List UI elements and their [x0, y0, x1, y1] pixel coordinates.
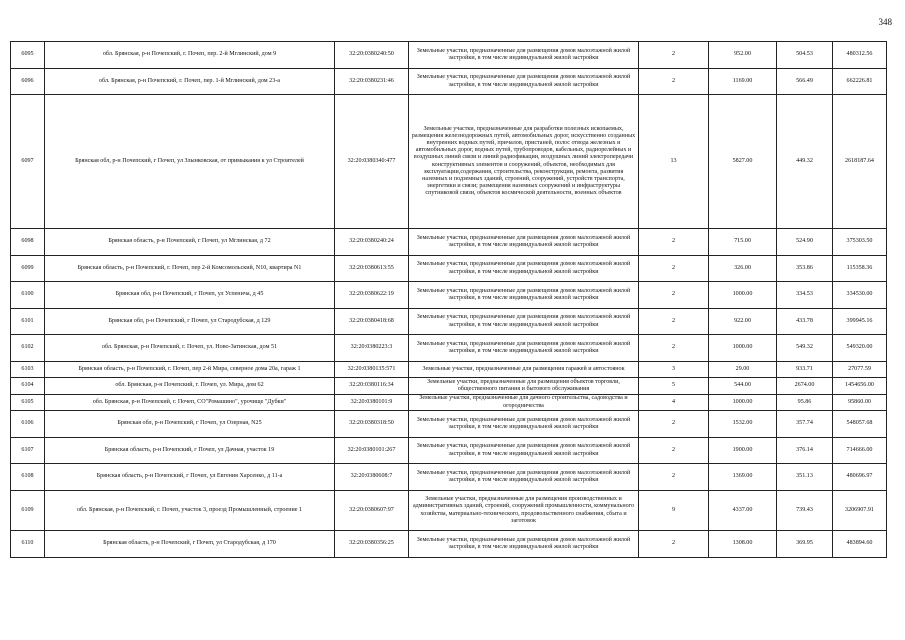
cadastral-number-cell: 32:20:0380418:68: [335, 309, 409, 335]
table-row: [11, 464, 887, 491]
cadastral-number-cell: 32:20:0380340:477: [335, 95, 409, 229]
area-cell: 1369.00: [709, 464, 777, 491]
registry-body: [11, 42, 887, 558]
cadastral-number-cell: 32:20:0380240:24: [335, 229, 409, 256]
cadastral-value-cell: 3206907.91: [833, 491, 887, 531]
row-number-cell: 6104: [11, 378, 45, 395]
cadastral-value-cell: 95860.00: [833, 395, 887, 411]
zone-group-cell: 2: [639, 69, 709, 95]
zone-group-cell: 2: [639, 42, 709, 69]
zone-group-cell: 2: [639, 531, 709, 558]
row-number-cell: 6108: [11, 464, 45, 491]
row-number-cell: 6110: [11, 531, 45, 558]
address-cell: обл. Брянская, р-н Почепский, г. Почеп, СО"Ромашино", урочище "Дубки": [45, 395, 335, 411]
permitted-use-cell: Земельные участки, предназначенные для размещения домов малоэтажной жилой застройки, в том числе индивидуальной жилой застройки: [409, 411, 639, 438]
row-number-cell: 6106: [11, 411, 45, 438]
address-cell: Брянская область, р-н Почепский, г. Почеп, пер 2-й Мира, северное дома 20а, гараж 1: [45, 362, 335, 378]
table-row: [11, 362, 887, 378]
table-row: [11, 531, 887, 558]
area-cell: 1900.00: [709, 438, 777, 464]
cadastral-number-cell: 32:20:0380116:34: [335, 378, 409, 395]
area-cell: 952.00: [709, 42, 777, 69]
area-cell: 1169.00: [709, 69, 777, 95]
row-number-cell: 6098: [11, 229, 45, 256]
cadastral-value-cell: 549320.00: [833, 335, 887, 362]
row-number-cell: 6097: [11, 95, 45, 229]
address-cell: Брянская область, р-н Почепский, г Почеп, ул Евгения Харсенко, д 11-а: [45, 464, 335, 491]
cadastral-number-cell: 32:20:0380101:9: [335, 395, 409, 411]
cadastral-number-cell: 32:20:0380135:571: [335, 362, 409, 378]
cadastral-number-cell: 32:20:0380223:3: [335, 335, 409, 362]
cadastral-value-cell: 483894.60: [833, 531, 887, 558]
land-registry-table: [10, 41, 887, 558]
zone-group-cell: 2: [639, 464, 709, 491]
table-row: [11, 95, 887, 229]
specific-value-cell: 353.86: [777, 256, 833, 282]
address-cell: обл. Брянская, р-н Почепский, г. Почеп, ул. Ново-Затинская, дом 51: [45, 335, 335, 362]
specific-value-cell: 376.14: [777, 438, 833, 464]
area-cell: 29.00: [709, 362, 777, 378]
specific-value-cell: 351.13: [777, 464, 833, 491]
cadastral-value-cell: 27077.59: [833, 362, 887, 378]
zone-group-cell: 2: [639, 309, 709, 335]
permitted-use-cell: Земельные участки, предназначенные для размещения домов малоэтажной жилой застройки, в том числе индивидуальной жилой застройки: [409, 531, 639, 558]
cadastral-value-cell: 2618187.64: [833, 95, 887, 229]
table-row: [11, 411, 887, 438]
table-row: [11, 42, 887, 69]
specific-value-cell: 369.95: [777, 531, 833, 558]
zone-group-cell: 9: [639, 491, 709, 531]
cadastral-number-cell: 32:20:0380101:267: [335, 438, 409, 464]
permitted-use-cell: Земельные участки, предназначенные для размещения домов малоэтажной жилой застройки, в том числе индивидуальной жилой застройки: [409, 438, 639, 464]
permitted-use-cell: Земельные участки, предназначенные для разработки полезных ископаемых, размещения железнодорожных путей, автомобильных дорог, искусственно созданных внутренних водных путей, причалов, пристаней, полос отвода железных и автомобильных дорог, водных путей, трубопроводов, кабельных, радиорелейных и воздушных линий связи и линий радиофикации, воздушных линий электропередачи конструктивных элементов и сооружений, объектов, необходимых для эксплуатации,содержания, строительства, реконструкции, ремонта, развития наземных и подземных зданий, строений, сооружений, устройств транспорта, энергетики и связи; размещения наземных сооружений и инфраструктуры спутниковой связи, объектов космической деятельности, военных объектов: [409, 95, 639, 229]
specific-value-cell: 739.43: [777, 491, 833, 531]
row-number-cell: 6099: [11, 256, 45, 282]
specific-value-cell: 95.86: [777, 395, 833, 411]
cadastral-value-cell: 334530.00: [833, 282, 887, 309]
zone-group-cell: 3: [639, 362, 709, 378]
permitted-use-cell: Земельные участки, предназначенные для размещения домов малоэтажной жилой застройки, в том числе индивидуальной жилой застройки: [409, 309, 639, 335]
specific-value-cell: 2674.00: [777, 378, 833, 395]
row-number-cell: 6109: [11, 491, 45, 531]
permitted-use-cell: Земельные участки, предназначенные для размещения гаражей и автостоянок: [409, 362, 639, 378]
specific-value-cell: 549.32: [777, 335, 833, 362]
table-row: [11, 335, 887, 362]
area-cell: 715.00: [709, 229, 777, 256]
row-number-cell: 6100: [11, 282, 45, 309]
table-row: [11, 256, 887, 282]
area-cell: 326.00: [709, 256, 777, 282]
cadastral-number-cell: 32:20:0380240:50: [335, 42, 409, 69]
address-cell: обл. Брянская, р-н Почепский, г. Почеп, пер. 2-й Мглинский, дом 9: [45, 42, 335, 69]
cadastral-value-cell: 548057.68: [833, 411, 887, 438]
specific-value-cell: 433.78: [777, 309, 833, 335]
zone-group-cell: 2: [639, 335, 709, 362]
permitted-use-cell: Земельные участки, предназначенные для размещения домов малоэтажной жилой застройки, в том числе индивидуальной жилой застройки: [409, 42, 639, 69]
cadastral-value-cell: 1454656.00: [833, 378, 887, 395]
specific-value-cell: 524.90: [777, 229, 833, 256]
table-row: [11, 491, 887, 531]
permitted-use-cell: Земельные участки, предназначенные для размещения производственных и административных зданий, строений, сооружений промышленности, коммунального хозяйства, материально-технического, продовольственного снабжения, сбыта и заготовок: [409, 491, 639, 531]
address-cell: Брянская обл, р-н Почепский, г Почеп, ул Стародубская, д 129: [45, 309, 335, 335]
permitted-use-cell: Земельные участки, предназначенные для размещения объектов торговли, общественного питания и бытового обслуживания: [409, 378, 639, 395]
cadastral-value-cell: 480312.56: [833, 42, 887, 69]
area-cell: 1000.00: [709, 335, 777, 362]
area-cell: 1000.00: [709, 282, 777, 309]
permitted-use-cell: Земельные участки, предназначенные для дачного строительства, садоводства и огородничества: [409, 395, 639, 411]
zone-group-cell: 5: [639, 378, 709, 395]
cadastral-number-cell: 32:20:0380318:50: [335, 411, 409, 438]
cadastral-number-cell: 32:20:0380607:97: [335, 491, 409, 531]
zone-group-cell: 2: [639, 438, 709, 464]
specific-value-cell: 566.49: [777, 69, 833, 95]
cadastral-value-cell: 115358.36: [833, 256, 887, 282]
permitted-use-cell: Земельные участки, предназначенные для размещения домов малоэтажной жилой застройки, в том числе индивидуальной жилой застройки: [409, 464, 639, 491]
cadastral-number-cell: 32:20:0380622:19: [335, 282, 409, 309]
address-cell: обл. Брянская, р-н Почепский, г. Почеп, ул. Мира, дом 62: [45, 378, 335, 395]
zone-group-cell: 2: [639, 229, 709, 256]
area-cell: 5827.00: [709, 95, 777, 229]
row-number-cell: 6095: [11, 42, 45, 69]
row-number-cell: 6102: [11, 335, 45, 362]
table-row: [11, 378, 887, 395]
table-row: [11, 69, 887, 95]
cadastral-value-cell: 399945.16: [833, 309, 887, 335]
cadastral-number-cell: 32:20:0380613:55: [335, 256, 409, 282]
cadastral-value-cell: 480696.97: [833, 464, 887, 491]
permitted-use-cell: Земельные участки, предназначенные для размещения домов малоэтажной жилой застройки, в том числе индивидуальной жилой застройки: [409, 229, 639, 256]
permitted-use-cell: Земельные участки, предназначенные для размещения домов малоэтажной жилой застройки, в том числе индивидуальной жилой застройки: [409, 256, 639, 282]
zone-group-cell: 4: [639, 395, 709, 411]
area-cell: 1000.00: [709, 395, 777, 411]
cadastral-number-cell: 32:20:0380356:25: [335, 531, 409, 558]
zone-group-cell: 2: [639, 411, 709, 438]
permitted-use-cell: Земельные участки, предназначенные для размещения домов малоэтажной жилой застройки, в том числе индивидуальной жилой застройки: [409, 69, 639, 95]
row-number-cell: 6105: [11, 395, 45, 411]
area-cell: 544.00: [709, 378, 777, 395]
zone-group-cell: 2: [639, 282, 709, 309]
table-row: [11, 282, 887, 309]
address-cell: обл. Брянская, р-н Почепский, г. Почеп, пер. 1-й Мглинский, дом 23-а: [45, 69, 335, 95]
specific-value-cell: 334.53: [777, 282, 833, 309]
zone-group-cell: 13: [639, 95, 709, 229]
row-number-cell: 6107: [11, 438, 45, 464]
area-cell: 922.00: [709, 309, 777, 335]
address-cell: Брянская область, р-н Почепский, г Почеп, ул Мглинская, д 72: [45, 229, 335, 256]
cadastral-value-cell: 662226.81: [833, 69, 887, 95]
row-number-cell: 6096: [11, 69, 45, 95]
address-cell: Брянская область, р-н Почепский, г Почеп, ул Дачная, участок 19: [45, 438, 335, 464]
address-cell: Брянская область, р-н Почепский, г. Почеп, пер 2-й Комсомольский, N10, квартира N1: [45, 256, 335, 282]
row-number-cell: 6103: [11, 362, 45, 378]
specific-value-cell: 449.32: [777, 95, 833, 229]
zone-group-cell: 2: [639, 256, 709, 282]
permitted-use-cell: Земельные участки, предназначенные для размещения домов малоэтажной жилой застройки, в том числе индивидуальной жилой застройки: [409, 335, 639, 362]
table-row: [11, 395, 887, 411]
address-cell: Брянская область, р-н Почепский, г Почеп, ул Стародубская, д 170: [45, 531, 335, 558]
cadastral-value-cell: 714666.00: [833, 438, 887, 464]
cadastral-number-cell: 32:20:0380608:7: [335, 464, 409, 491]
area-cell: 1308.00: [709, 531, 777, 558]
table-row: [11, 229, 887, 256]
permitted-use-cell: Земельные участки, предназначенные для размещения домов малоэтажной жилой застройки, в том числе индивидуальной жилой застройки: [409, 282, 639, 309]
address-cell: Брянская обл, р-н Почепский, г Почеп, ул Озерная, N25: [45, 411, 335, 438]
cadastral-value-cell: 375303.50: [833, 229, 887, 256]
page-number: 348: [878, 17, 892, 27]
row-number-cell: 6101: [11, 309, 45, 335]
address-cell: обл. Брянская, р-н Почепский, г. Почеп, участок 3, проезд Промышленный, строение 1: [45, 491, 335, 531]
address-cell: Брянская обл, р-н Почепский, г Почеп, ул Успенича, д 45: [45, 282, 335, 309]
table-row: [11, 309, 887, 335]
specific-value-cell: 357.74: [777, 411, 833, 438]
specific-value-cell: 933.71: [777, 362, 833, 378]
cadastral-number-cell: 32:20:0380231:46: [335, 69, 409, 95]
area-cell: 4337.00: [709, 491, 777, 531]
specific-value-cell: 504.53: [777, 42, 833, 69]
area-cell: 1532.00: [709, 411, 777, 438]
table-row: [11, 438, 887, 464]
address-cell: Брянская обл, р-н Почепский, г Почеп, ул Злынковская, от примыкания к ул Строителей: [45, 95, 335, 229]
